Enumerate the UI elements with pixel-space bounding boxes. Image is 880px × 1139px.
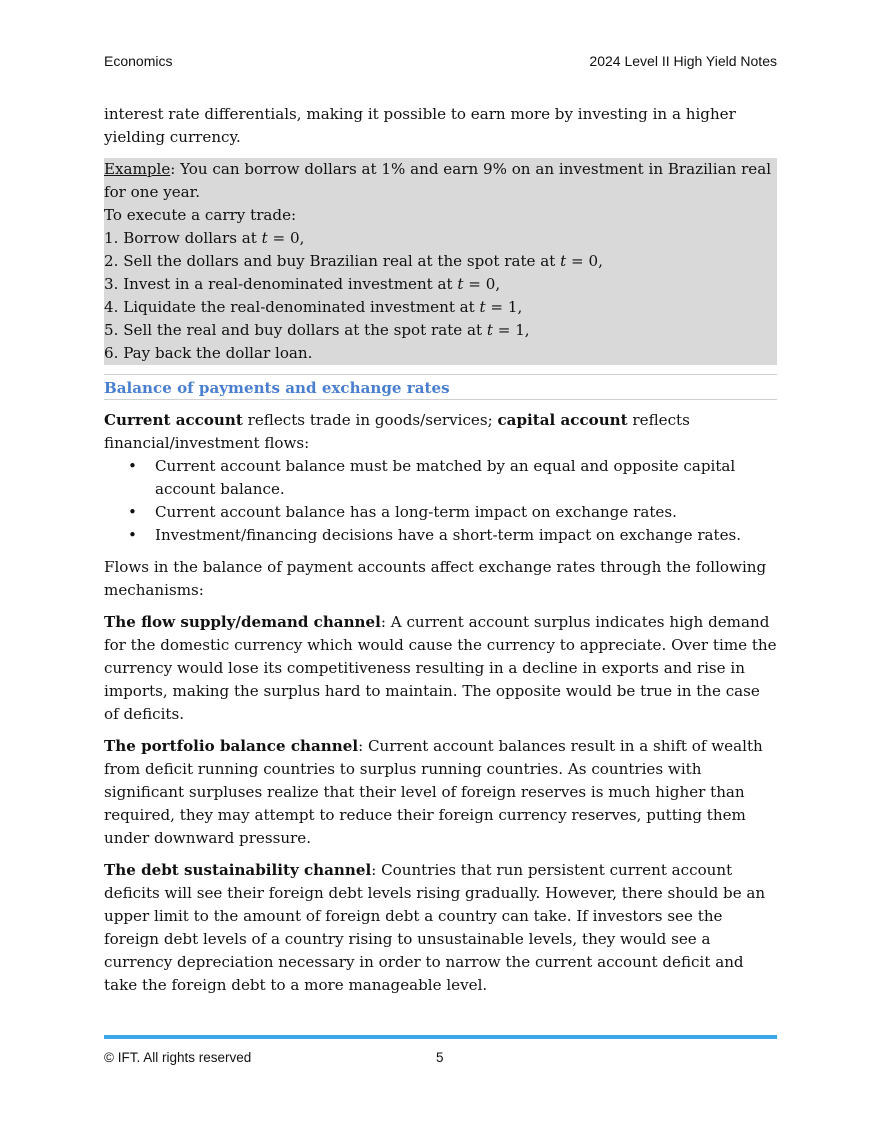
example-step: 2. Sell the dollars and buy Brazilian real at the spot rate at t = 0, [104,252,603,270]
example-step: 3. Invest in a real-denominated investment at t = 0, [104,275,501,293]
bullet-icon: • [128,503,137,521]
channel-paragraph: The debt sustainability channel: Countries that run persistent current account deficits will see their foreign debt levels rising gradually. However, there should be an upper limit to the amount of foreign debt a country can take. If investors see the foreign debt levels of a country rising to unsustainable levels, they would see a currency depreciation necessary in order to narrow the current account deficit and take the foreign debt to a more manageable level. [104,861,766,994]
bullet-list [104,455,777,547]
example-step: 4. Liquidate the real-denominated investment at t = 1, [104,298,523,316]
example-step: 1. Borrow dollars at t = 0, [104,229,305,247]
page-body [104,103,777,997]
list-item: • Current account balance has a long-term impact on exchange rates. [155,501,777,524]
bullet-icon: • [128,457,137,475]
section-heading: Balance of payments and exchange rates [104,374,777,400]
example-label: Example [104,160,171,178]
intro-paragraph: interest rate differentials, making it possible to earn more by investing in a higher yielding currency. [104,105,736,146]
list-item: • Current account balance must be matched by an equal and opposite capital account balance. [128,457,736,498]
example-step: 6. Pay back the dollar loan. [104,344,313,362]
accounts-paragraph: Current account reflects trade in goods/services; capital account reflects financial/investment flows: [104,411,690,452]
example-lead: To execute a carry trade: [104,206,297,224]
page-number: 5 [436,1050,444,1065]
channel-paragraph: The portfolio balance channel: Current account balances result in a shift of wealth from deficit running countries to surplus running countries. As countries with significant surpluses realize that their level of foreign reserves is much higher than required, they may attempt to reduce their foreign currency reserves, putting them under downward pressure. [104,737,763,847]
example-step: 5. Sell the real and buy dollars at the spot rate at t = 1, [104,321,530,339]
example-paragraph [104,158,777,204]
channel-paragraph: The flow supply/demand channel: A current account surplus indicates high demand for the domestic currency which would cause the currency to appreciate. Over time the currency would lose its competitiveness resulting in a decline in exports and rise in imports, making the surplus hard to maintain. The opposite would be true in the case of deficits. [104,613,777,723]
footer-rule [104,1035,777,1039]
list-item: • Investment/financing decisions have a short-term impact on exchange rates. [155,524,777,547]
example-text: : You can borrow dollars at 1% and earn 9% on an investment in Brazilian real for one year. [104,160,772,201]
footer-copyright: © IFT. All rights reserved [104,1050,252,1065]
running-header-title: 2024 Level II High Yield Notes [589,53,777,69]
bullet-icon: • [128,526,137,544]
running-header-subject: Economics [104,53,173,69]
flows-paragraph: Flows in the balance of payment accounts affect exchange rates through the following mechanisms: [104,558,767,599]
example-box [104,158,777,365]
